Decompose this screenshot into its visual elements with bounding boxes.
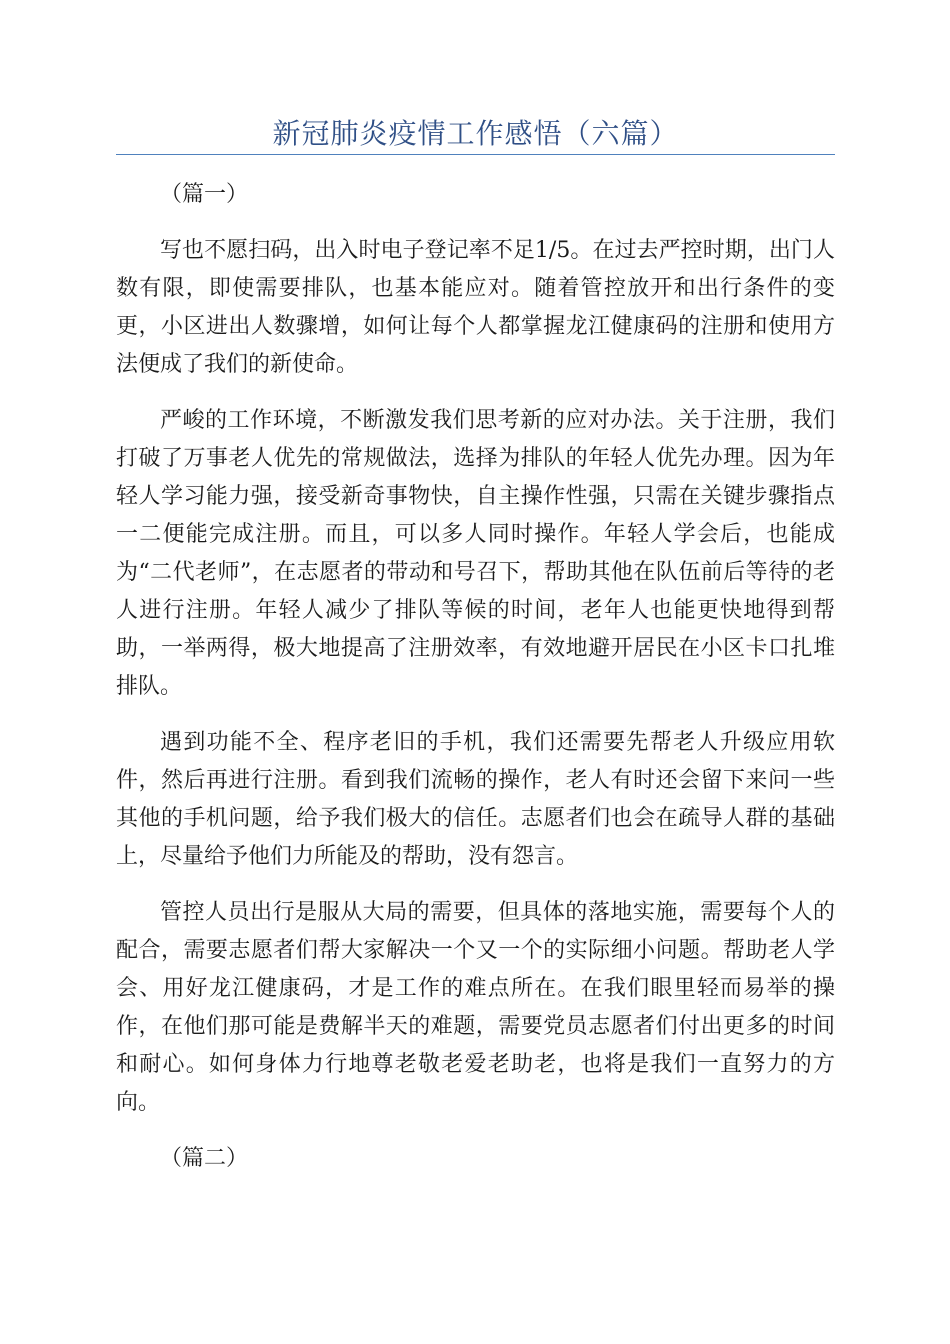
document-title: 新冠肺炎疫情工作感悟（六篇）: [272, 117, 679, 150]
paragraph-4: 管控人员出行是服从大局的需要，但具体的落地实施，需要每个人的配合，需要志愿者们帮大家解决一个又一个的实际细小问题。帮助老人学会、用好龙江健康码，才是工作的难点所在。在我们眼里轻而易举的操作，在他们那可能是费解半天的难题，需要党员志愿者们付出更多的时间和耐心。如何身体力行地尊老敬老爱老助老，也将是我们一直努力的方向。: [116, 900, 835, 1115]
title-underline: [116, 154, 835, 155]
document-body: [116, 176, 835, 1196]
section-heading-1: （篇一）: [160, 182, 249, 207]
section-heading-2: （篇二）: [160, 1146, 249, 1171]
paragraph-3: 遇到功能不全、程序老旧的手机，我们还需要先帮老人升级应用软件，然后再进行注册。看到我们流畅的操作，老人有时还会留下来问一些其他的手机问题，给予我们极大的信任。志愿者们也会在疏导人群的基础上，尽量给予他们力所能及的帮助，没有怨言。: [116, 730, 835, 869]
paragraph-1: 写也不愿扫码，出入时电子登记率不足1/5。在过去严控时期，出门人数有限，即使需要排队，也基本能应对。随着管控放开和出行条件的变更，小区进出人数骤增，如何让每个人都掌握龙江健康码的注册和使用方法便成了我们的新使命。: [116, 238, 835, 377]
paragraph-2: 严峻的工作环境，不断激发我们思考新的应对办法。关于注册，我们打破了万事老人优先的常规做法，选择为排队的年轻人优先办理。因为年轻人学习能力强，接受新奇事物快，自主操作性强，只需在关键步骤指点一二便能完成注册。而且，可以多人同时操作。年轻人学会后，也能成为“二代老师”，在志愿者的带动和号召下，帮助其他在队伍前后等待的老人进行注册。年轻人减少了排队等候的时间，老年人也能更快地得到帮助，一举两得，极大地提高了注册效率，有效地避开居民在小区卡口扎堆排队。: [116, 408, 835, 699]
